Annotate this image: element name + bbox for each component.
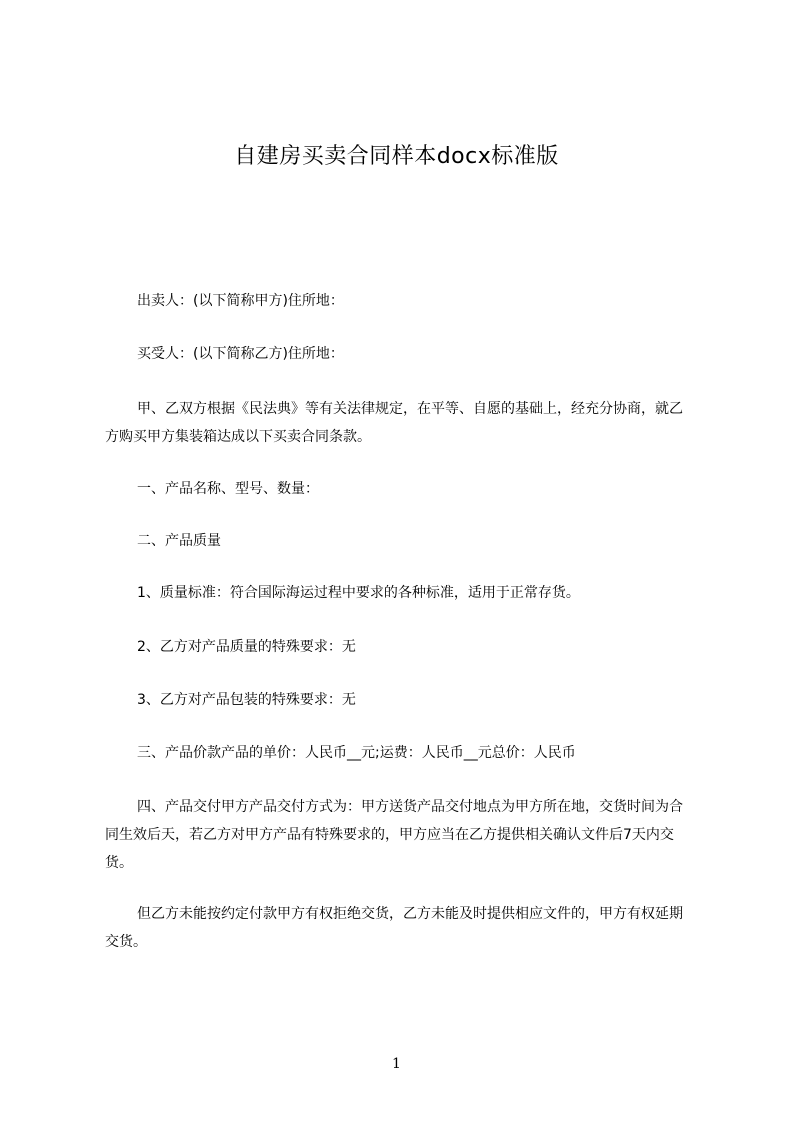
paragraph-section-4: 四、产品交付甲方产品交付方式为：甲方送货产品交付地点为甲方所在地，交货时间为合同生效后天，若乙方对甲方产品有特殊要求的，甲方应当在乙方提供相关确认文件后7天内交货。 bbox=[105, 799, 683, 871]
document-title: 自建房买卖合同样本docx标准版 bbox=[234, 144, 559, 169]
paragraph-section-1: 一、产品名称、型号、数量： bbox=[137, 481, 319, 497]
paragraph-section-3: 三、产品价款产品的单价：人民币__元;运费：人民币__元总价：人民币 bbox=[137, 745, 576, 761]
paragraph-item-2: 2、乙方对产品质量的特殊要求：无 bbox=[137, 639, 356, 655]
page-number: 1 bbox=[392, 1056, 401, 1072]
paragraph-section-2: 二、产品质量 bbox=[137, 533, 221, 549]
paragraph-seller: 出卖人：(以下简称甲方)住所地： bbox=[137, 293, 344, 309]
paragraph-item-1: 1、质量标准：符合国际海运过程中要求的各种标准，适用于正常存货。 bbox=[137, 585, 580, 601]
paragraph-preamble: 甲、乙双方根据《民法典》等有关法律规定，在平等、自愿的基础上，经充分协商，就乙方购买甲方集装箱达成以下买卖合同条款。 bbox=[105, 401, 683, 445]
paragraph-buyer: 买受人：(以下简称乙方)住所地： bbox=[137, 346, 344, 362]
paragraph-item-3: 3、乙方对产品包装的特殊要求：无 bbox=[137, 692, 356, 708]
paragraph-payment-note: 但乙方未能按约定付款甲方有权拒绝交货，乙方未能及时提供相应文件的，甲方有权延期交货。 bbox=[105, 906, 683, 950]
